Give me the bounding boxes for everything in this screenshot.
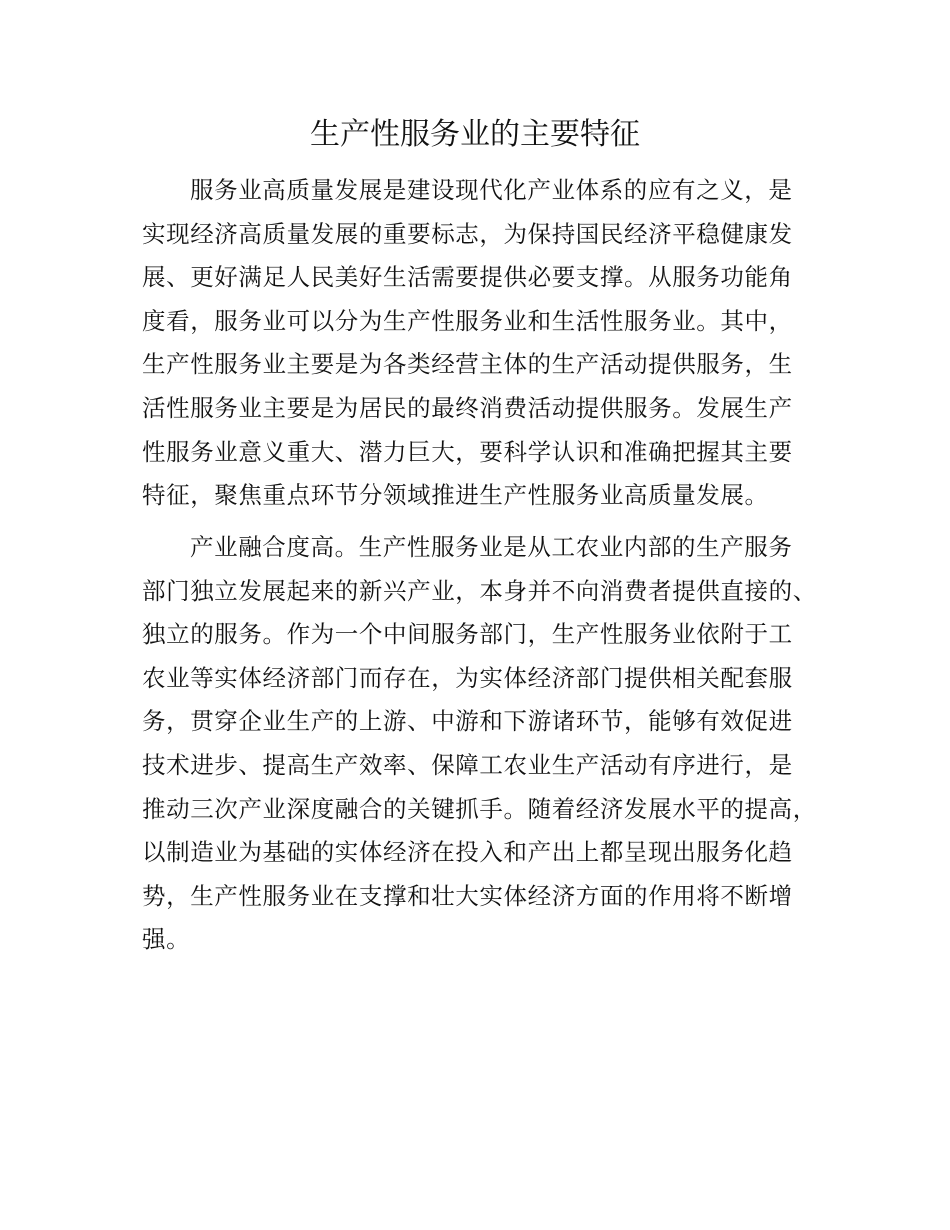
paragraph-line: 度看，服务业可以分为生产性服务业和生活性服务业。其中， <box>142 306 793 335</box>
paragraph-line: 展、更好满足人民美好生活需要提供必要支撑。从服务功能角 <box>142 263 793 292</box>
paragraph-line: 特征，聚焦重点环节分领域推进生产性服务业高质量发展。 <box>142 481 769 510</box>
paragraph-line: 农业等实体经济部门而存在，为实体经济部门提供相关配套服 <box>142 663 793 692</box>
paragraph-line: 以制造业为基础的实体经济在投入和产出上都呈现出服务化趋 <box>142 838 793 867</box>
paragraph-line: 性服务业意义重大、潜力巨大，要科学认识和准确把握其主要 <box>142 437 793 466</box>
paragraph-line: 实现经济高质量发展的重要标志，为保持国民经济平稳健康发 <box>142 219 793 248</box>
document-title: 生产性服务业的主要特征 <box>310 117 640 152</box>
paragraph-line: 服务业高质量发展是建设现代化产业体系的应有之义，是 <box>190 176 793 204</box>
paragraph-line: 独立的服务。作为一个中间服务部门，生产性服务业依附于工 <box>142 620 793 649</box>
paragraph-line: 务，贯穿企业生产的上游、中游和下游诸环节，能够有效促进 <box>142 707 793 736</box>
paragraph-1 <box>142 169 842 518</box>
paragraph-line: 推动三次产业深度融合的关键抓手。随着经济发展水平的提高， <box>142 794 817 823</box>
paragraph-2 <box>142 526 842 962</box>
paragraph-line: 势，生产性服务业在支撑和壮大实体经济方面的作用将不断增 <box>142 881 793 910</box>
paragraph-line: 活性服务业主要是为居民的最终消费活动提供服务。发展生产 <box>142 393 793 422</box>
paragraph-line: 强。 <box>142 925 191 954</box>
paragraph-line: 生产性服务业主要是为各类经营主体的生产活动提供服务，生 <box>142 350 793 379</box>
paragraph-line: 技术进步、提高生产效率、保障工农业生产活动有序进行，是 <box>142 750 793 779</box>
paragraph-line: 产业融合度高。生产性服务业是从工农业内部的生产服务 <box>190 533 793 561</box>
paragraph-line: 部门独立发展起来的新兴产业，本身并不向消费者提供直接的、 <box>142 576 817 605</box>
